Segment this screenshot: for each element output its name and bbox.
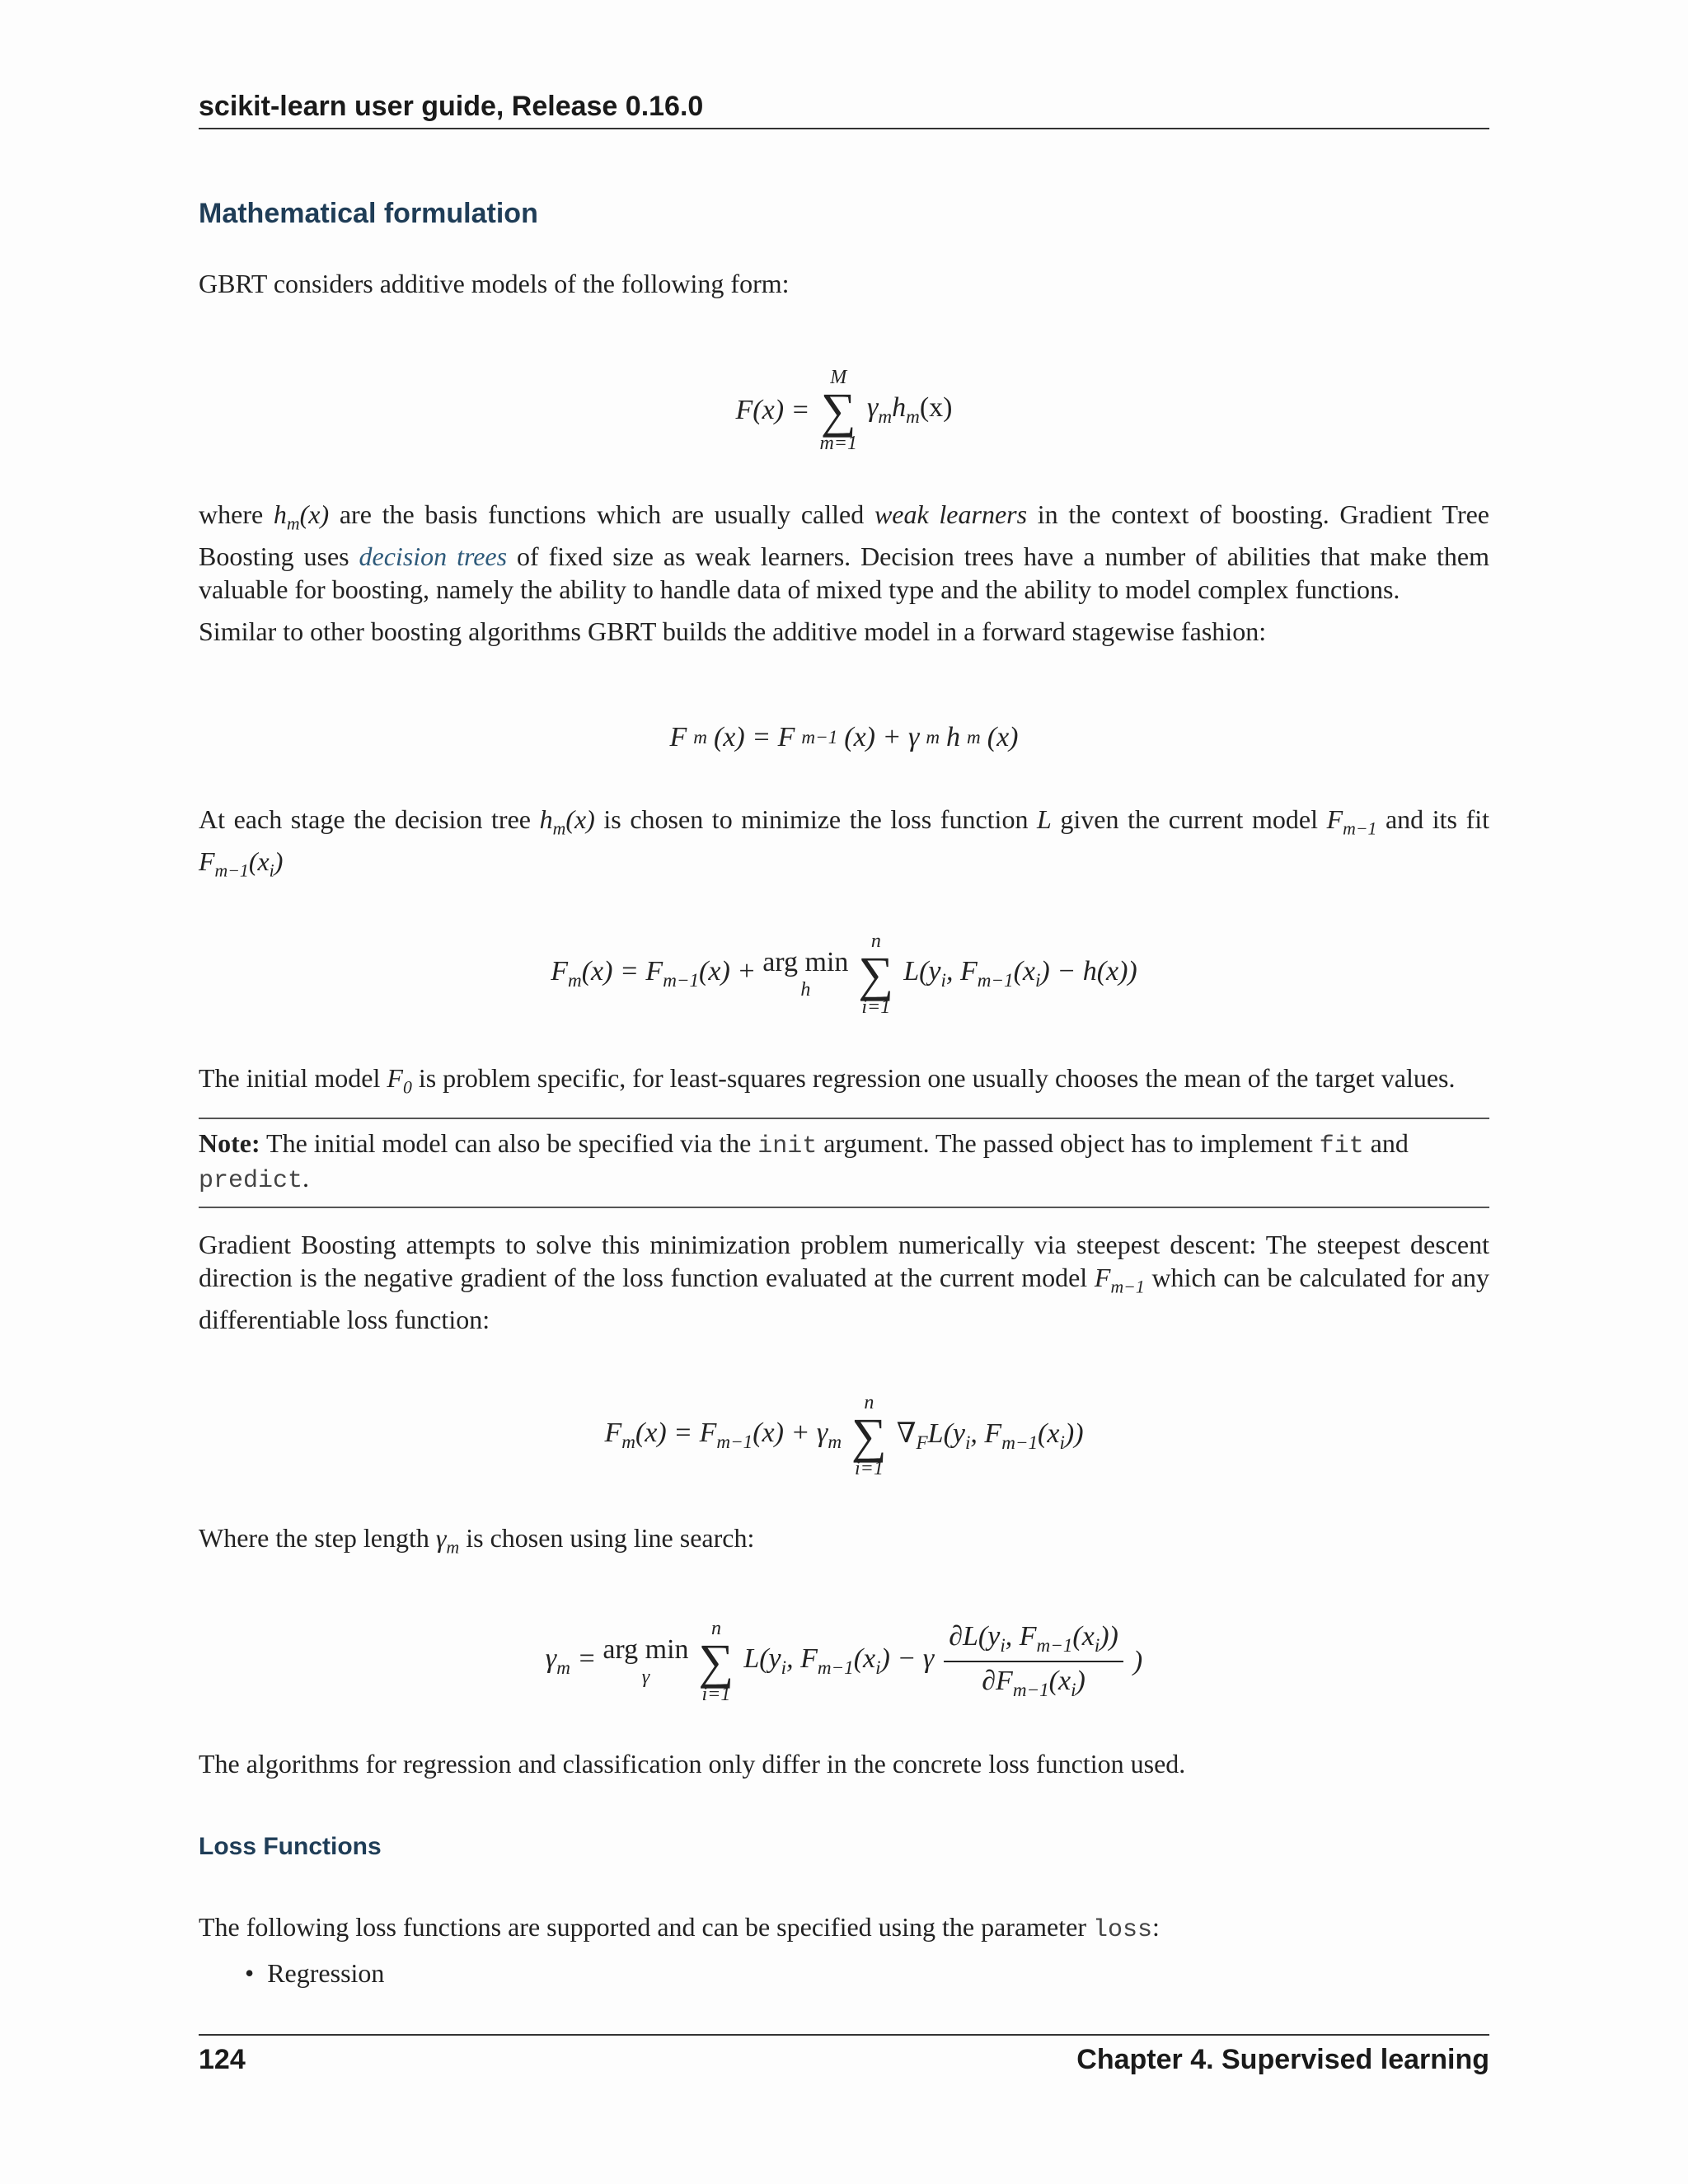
sum-symbol: M ∑ m=1 [819, 367, 857, 454]
sum-symbol: n ∑ i=1 [698, 1618, 734, 1705]
equation-line-search: $\gamma_m$ = arg min γ n ∑ i=1 $L(y_i$, $F_{m-1}(x_i) - \gamma$ $\frac{\partial L(y_i, F_{m-1}(x_i))}{\partial F_{m-1}(x_i)}$ ) [545, 1618, 1143, 1705]
chapter-title: Chapter 4. Supervised learning [1076, 2044, 1489, 2075]
paragraph-steepest-descent: Gradient Boosting attempts to solve this minimization problem numerically via steepest descent: The steepest descent direction is the negative gradient of the loss function evaluated at the current model $F_{m-1}$ which can be calculated for any differentiable loss function: [199, 1230, 1490, 1335]
running-header: scikit-learn user guide, Release 0.16.0 [199, 91, 1489, 129]
paragraph-algorithms: The algorithms for regression and classification only differ in the concrete loss function used. [199, 1749, 1186, 1779]
partial-derivative-fraction: $\frac{\partial L(y_i, F_{m-1}(x_i))}{\partial F_{m-1}(x_i)}$ [944, 1621, 1123, 1702]
paragraph-each-stage: At each stage the decision tree $h_m(x)$ is chosen to minimize the loss function L given the current model $F_{m-1}$ and its fit $F_{m-1}(x_i)$ [199, 804, 1490, 881]
argmin-operator: arg min γ [603, 1634, 689, 1688]
paragraph-weak-learners: where $h_m(x)$ are the basis functions which are usually called weak learners in the context of boosting. Gradient Tree Boosting uses decision trees of fixed size as weak learners. Decision trees have a number of abilities that make them valuable for boosting, namely the ability to handle data of mixed type and the ability to model complex functions. [199, 499, 1490, 605]
equation-stagewise: F m (x) = F m−1 (x) + γ m h m (x) [669, 722, 1019, 752]
section-heading: Mathematical formulation [199, 198, 538, 229]
list-item: • Regression [245, 1958, 385, 1988]
running-footer [199, 2034, 1489, 2076]
bullet-icon: • [245, 1958, 255, 1988]
decision-trees-link[interactable]: decision trees [359, 541, 508, 572]
paragraph-intro: GBRT considers additive models of the following form: [199, 269, 790, 298]
equation-argmin: $F_m(x) = F_{m-1}(x)$ + arg min h n ∑ i=1 $L(y_i$, $F_{m-1}(x_i) - h(x)$) [551, 930, 1137, 1018]
eq1-lhs: F(x) = [735, 395, 810, 425]
equation-gradient: $F_m(x) = F_{m-1}(x) + \gamma_m$ n ∑ i=1 $\nabla_FL(y_i$, $F_{m-1}(x_i)$) [604, 1392, 1084, 1479]
paragraph-initial-model: The initial model $F_0$ is problem specific, for least-squares regression one usually chooses the mean of the target values. [199, 1063, 1456, 1098]
argmin-operator: arg min h [762, 947, 849, 1001]
equation-additive-model: F(x) = M ∑ m=1 $\gamma_mh_m(x)$ [735, 367, 953, 454]
paragraph-step-length: Where the step length $\gamma_m$ is chosen using line search: [199, 1523, 755, 1558]
sum-symbol: n ∑ i=1 [851, 1392, 887, 1479]
subsection-heading: Loss Functions [199, 1833, 382, 1860]
note-box: Note: The initial model can also be specified via the init argument. The passed object has to implement fit and predict. [199, 1118, 1489, 1208]
document-page [199, 0, 1489, 2184]
page-number: 124 [199, 2044, 246, 2075]
sum-symbol: n ∑ i=1 [858, 930, 894, 1018]
paragraph-stagewise: Similar to other boosting algorithms GBRT builds the additive model in a forward stagewise fashion: [199, 616, 1267, 646]
paragraph-loss-param: The following loss functions are supported and can be specified using the parameter loss: [199, 1912, 1160, 1944]
